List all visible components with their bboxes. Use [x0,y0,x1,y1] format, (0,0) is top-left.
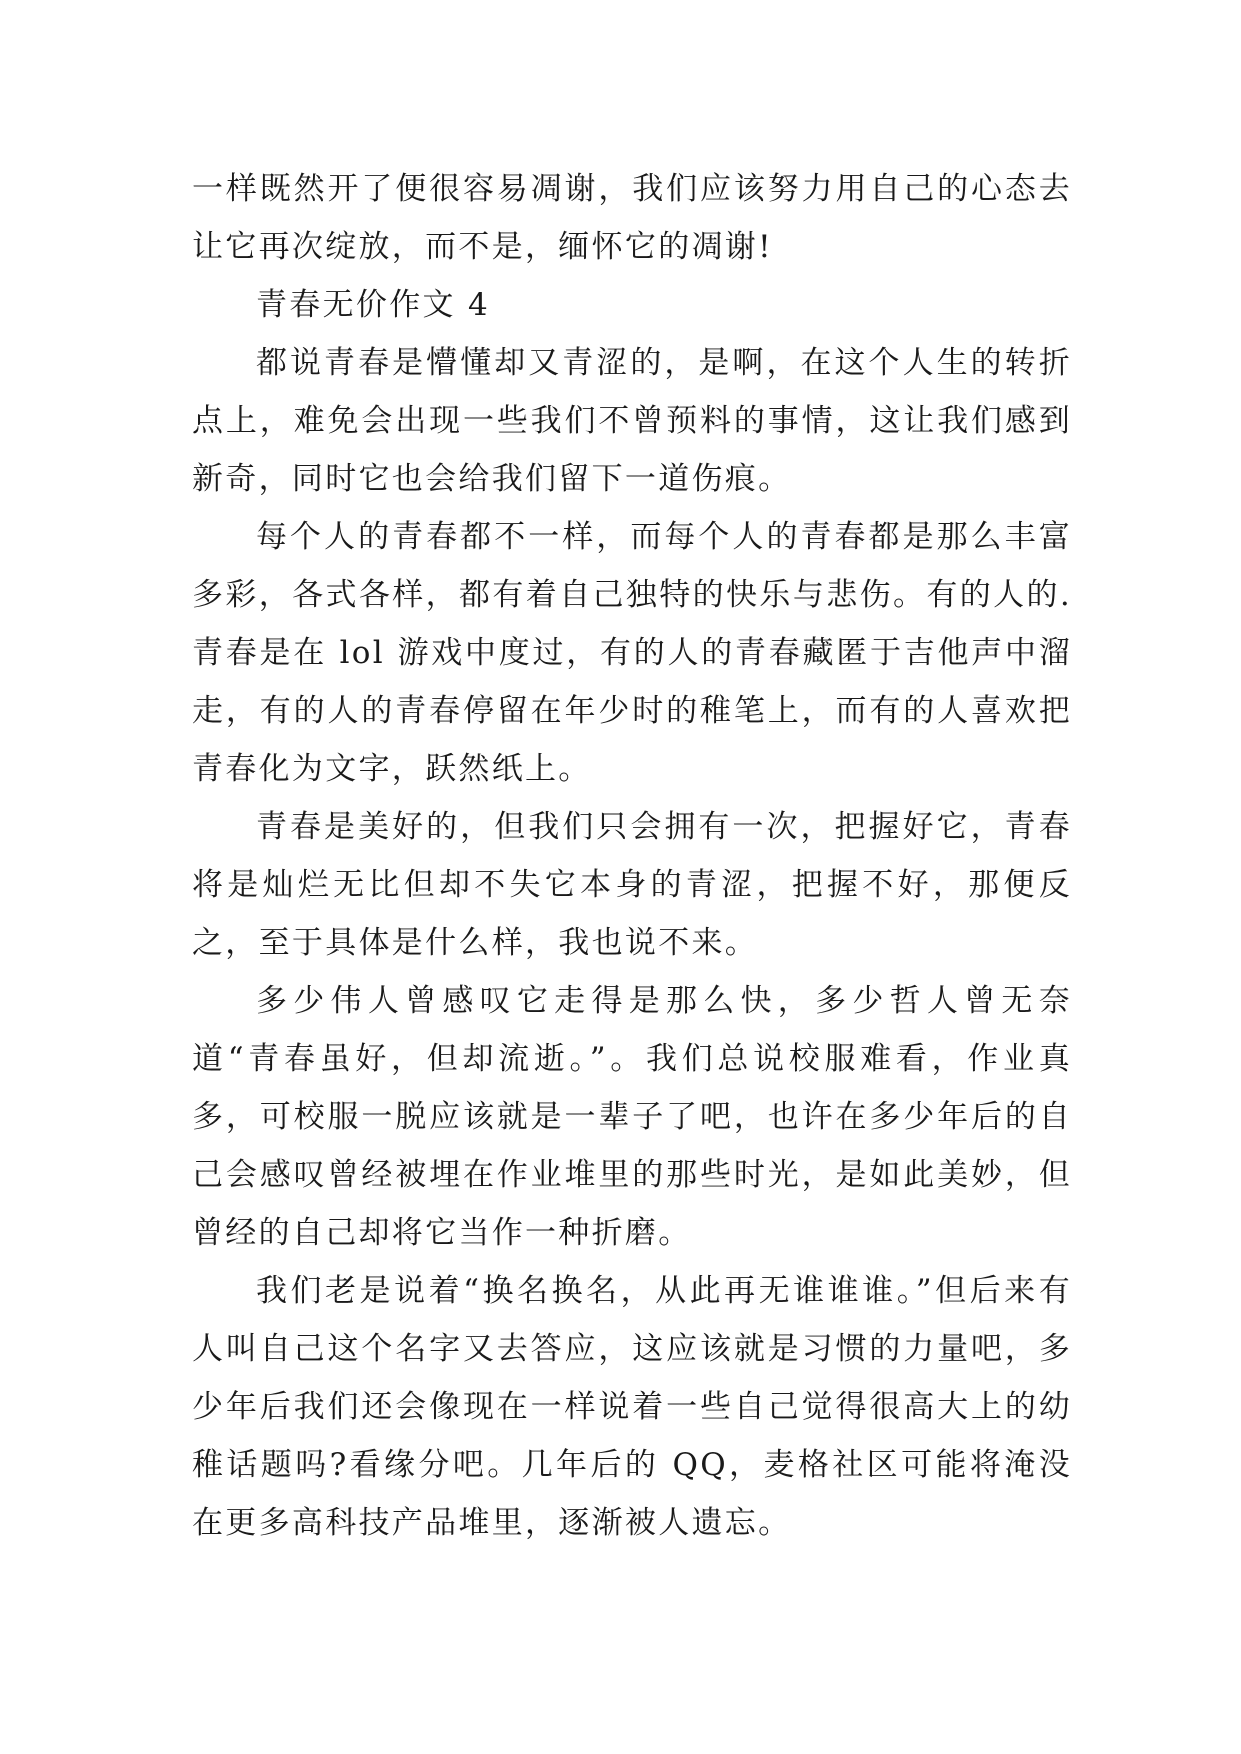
paragraph: 都说青春是懵懂却又青涩的，是啊，在这个人生的转折点上，难免会出现一些我们不曾预料的事情，这让我们感到新奇，同时它也会给我们留下一道伤痕。 [192,345,1072,497]
continued-paragraph: 一样既然开了便很容易凋谢，我们应该努力用自己的心态去让它再次绽放，而不是，缅怀它的凋谢! [192,171,1072,265]
document-body [192,160,1072,1552]
paragraph: 每个人的青春都不一样，而每个人的青春都是那么丰富多彩，各式各样，都有着自己独特的快乐与悲伤。有的人的.青春是在 lol 游戏中度过，有的人的青春藏匿于吉他声中溜走，有的人的青春停留在年少时的稚笔上，而有的人喜欢把青春化为文字，跃然纸上。 [192,519,1072,787]
paragraph: 我们老是说着“换名换名，从此再无谁谁谁。”但后来有人叫自己这个名字又去答应，这应该就是习惯的力量吧，多少年后我们还会像现在一样说着一些自己觉得很高大上的幼稚话题吗?看缘分吧。几年后的 QQ，麦格社区可能将淹没在更多高科技产品堆里，逐渐被人遗忘。 [192,1273,1072,1541]
section-title: 青春无价作文 4 [256,287,490,323]
paragraph: 青春是美好的，但我们只会拥有一次，把握好它，青春将是灿烂无比但却不失它本身的青涩，把握不好，那便反之，至于具体是什么样，我也说不来。 [192,809,1072,961]
paragraph: 多少伟人曾感叹它走得是那么快，多少哲人曾无奈道“青春虽好，但却流逝。”。我们总说校服难看，作业真多，可校服一脱应该就是一辈子了吧，也许在多少年后的自己会感叹曾经被埋在作业堆里的那些时光，是如此美妙，但曾经的自己却将它当作一种折磨。 [192,983,1072,1251]
